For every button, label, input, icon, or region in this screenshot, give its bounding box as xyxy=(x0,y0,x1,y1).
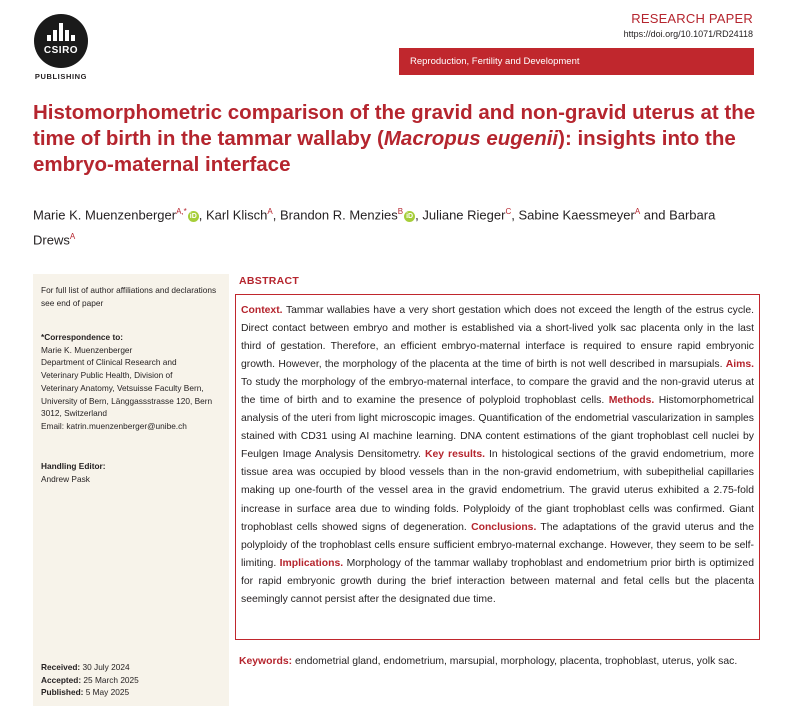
date-value: 5 May 2025 xyxy=(83,687,130,697)
date-row xyxy=(41,661,221,674)
editor-heading: Handling Editor: xyxy=(41,461,106,471)
address-line: Marie K. Muenzenberger xyxy=(41,344,133,355)
address-line: Veterinary Public Health, Division of xyxy=(41,370,173,381)
orcid-icon[interactable]: iD xyxy=(189,213,197,221)
author-name: Marie K. Muenzenberger xyxy=(33,207,177,223)
correspondence xyxy=(41,331,221,433)
abstract-section-label: Aims. xyxy=(725,359,754,371)
author-name: Juliane Rieger xyxy=(422,207,506,223)
author-separator: and xyxy=(640,207,670,223)
abstract-section-text: Histomorphometrical analysis of the uteri from light microscopic images. Quantification of the endometrial vascularization in samples stained with CD31 using AI machine learning. DNA content estimations of the giant trophoblast cell nuclei by Feulgen Image Analysis Densitometry. xyxy=(241,395,754,461)
publisher-imprint: PUBLISHING xyxy=(34,72,88,81)
author-separator: , xyxy=(415,207,423,223)
abstract-section-label: Context. xyxy=(241,305,283,316)
email-link[interactable]: katrin.muenzenberger@unibe.ch xyxy=(66,420,187,431)
abstract-section-text: The adaptations of the gravid uterus and the polyploidy of the trophoblast cells ensure sufficient embryo-maternal exchange. However, they seem to be self-limiting. xyxy=(241,521,754,569)
correspondence-heading: *Correspondence to: xyxy=(41,332,124,342)
date-row xyxy=(41,686,221,699)
abstract-section-label: Methods. xyxy=(608,395,655,407)
author-separator: , xyxy=(511,207,519,223)
date-label: Received: xyxy=(41,662,81,672)
email-line xyxy=(41,420,221,433)
date-label: Accepted: xyxy=(41,674,82,685)
title-part-2: ): insights into the embryo-maternal interface xyxy=(33,127,736,176)
article-title xyxy=(33,100,758,178)
affiliations-note: For full list of author affiliations and declarations see end of paper xyxy=(41,285,217,308)
author-name: Barbara Drews xyxy=(33,207,716,248)
author-affiliation-marker: A xyxy=(69,232,76,242)
abstract-section-label: Key results. xyxy=(424,449,486,461)
abstract-section-text: To study the morphology of the embryo-maternal interface, to compare the gravid and the non-gravid uterus at the time of birth and to examine the presence of polyploid trophoblast cells. xyxy=(241,377,754,407)
abstract-section-text: In histological sections of the gravid endometrium, more tissue area was occupied by blood vessels than in the non-gravid endometrium, with subepithelial capillaries making up one-fourth of the vessel area in the gravid endometrium. The gravid uterus exhibited a 2.75-fold increase in surface area due to winding folds. Polyploidy of the giant trophoblast cells was confirmed. Giant trophoblast cells showed signs of degeneration. xyxy=(241,449,754,533)
journal-banner: Reproduction, Fertility and Development xyxy=(399,48,754,75)
article-type: RESEARCH PAPER xyxy=(631,11,753,26)
address-line: Veterinary Anatomy, Vetsuisse Faculty Bern, xyxy=(41,382,204,393)
doi-link[interactable]: https://doi.org/10.1071/RD24118 xyxy=(623,29,753,39)
author-affiliation-marker: A xyxy=(267,207,273,216)
author-affiliation-marker: C xyxy=(505,207,512,216)
date-row xyxy=(41,674,221,687)
editor-name: Andrew Pask xyxy=(41,473,90,484)
author-name: Sabine Kaessmeyer xyxy=(518,207,635,223)
keywords-label: Keywords: xyxy=(239,656,293,667)
publication-dates xyxy=(41,661,221,699)
abstract-section-text: Tammar wallabies have a very short gestation which does not exceed the length of the estrus cycle. Direct contact between embryo and mother is established via a short-lived yolk sac placenta only in the last third of gestation. Therefore, an efficient embryo-maternal interface is required to ensure rapid embryonic growth. However, the morphology of the placenta at the time of birth is not well described in marsupials. xyxy=(241,305,754,371)
date-value: 30 July 2024 xyxy=(80,662,130,672)
handling-editor xyxy=(41,460,221,485)
orcid-icon[interactable]: iD xyxy=(406,213,414,221)
address-line: Department of Clinical Research and xyxy=(41,357,177,368)
author-affiliation-marker: A,* xyxy=(176,207,187,216)
abstract-section-label: Implications. xyxy=(279,557,344,569)
correspondence-address xyxy=(41,344,221,420)
abstract-box xyxy=(235,294,760,640)
author-name: Brandon R. Menzies xyxy=(279,207,398,223)
author-separator: , xyxy=(198,207,206,223)
author-affiliation-marker: B xyxy=(397,207,404,216)
abstract-heading: ABSTRACT xyxy=(239,275,300,287)
keywords xyxy=(239,653,759,671)
publisher-name: CSIRO xyxy=(43,45,79,56)
abstract-text xyxy=(241,302,754,609)
publisher-logo xyxy=(32,14,90,81)
address-line: 3012, Switzerland xyxy=(41,408,107,419)
abstract-section-text: Morphology of the tammar wallaby trophoblast and endometrium prior birth is optimized for rapid embryonic growth during the brief interaction between maternal and fetal cells but the placenta seemingly cannot persist after the designated due time. xyxy=(241,557,754,605)
address-line: University of Bern, Länggassstrasse 120, Bern xyxy=(41,395,213,406)
author-affiliation-marker: A xyxy=(634,207,641,216)
abstract-section-label: Conclusions. xyxy=(471,521,537,533)
date-value: 25 March 2025 xyxy=(81,674,139,685)
email-label: Email: xyxy=(41,420,65,431)
title-species: Macropus eugenii xyxy=(383,127,559,150)
author-list xyxy=(33,201,758,252)
keywords-text: endometrial gland, endometrium, marsupial, morphology, placenta, trophoblast, uterus, yolk sac. xyxy=(295,656,738,667)
author-separator: , xyxy=(272,207,280,223)
logo-bars-icon xyxy=(47,23,75,41)
date-label: Published: xyxy=(41,687,84,697)
csiro-logo-icon xyxy=(34,14,88,68)
author-name: Karl Klisch xyxy=(205,207,268,223)
title-part-1: Histomorphometric comparison of the gravid and non-gravid uterus at the time of birth in the tammar wallaby ( xyxy=(33,101,756,150)
article-info-sidebar xyxy=(33,274,229,706)
